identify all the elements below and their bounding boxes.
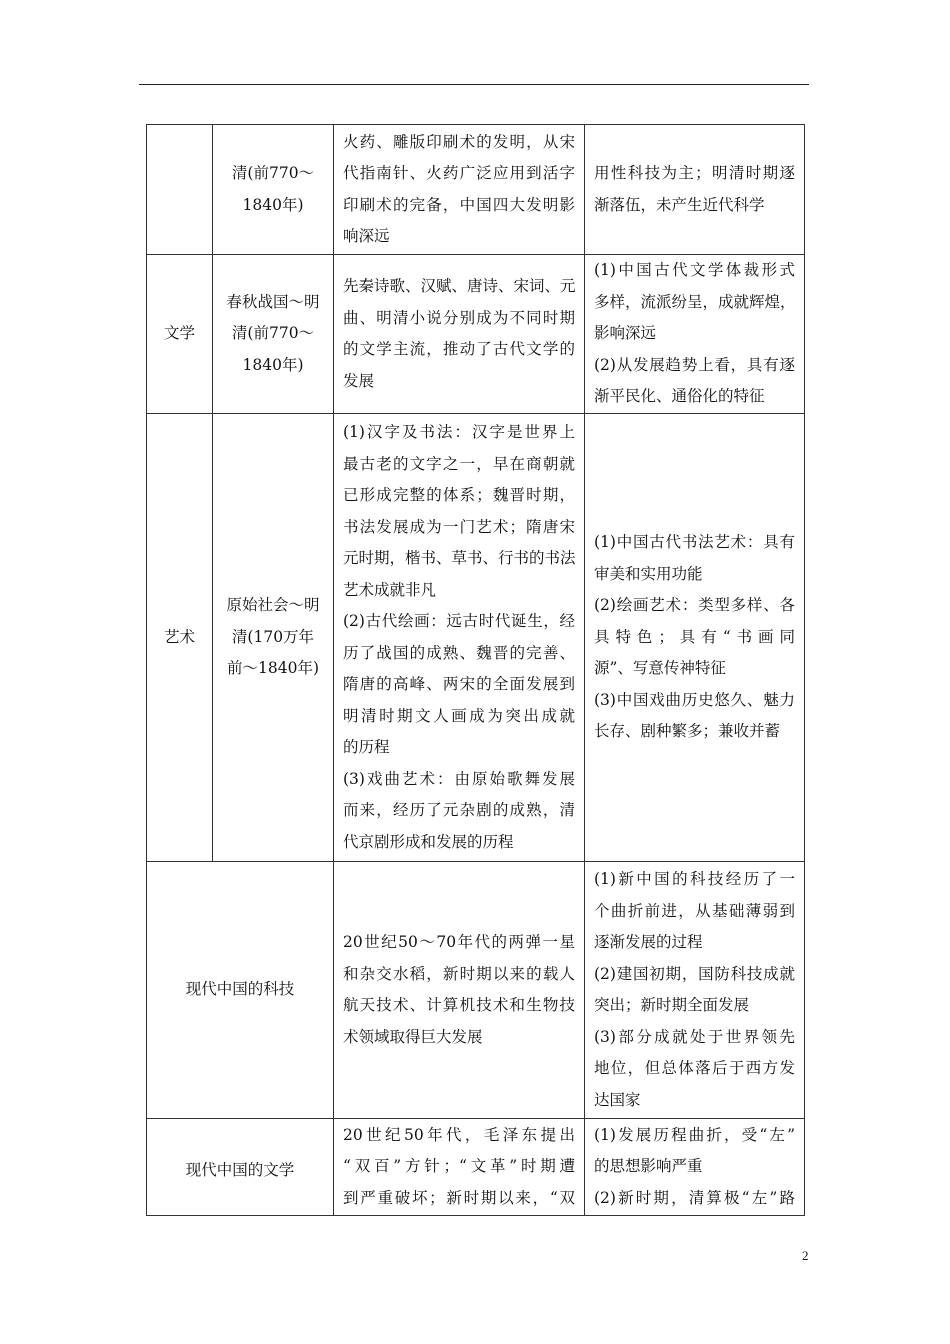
achievements-cell — [334, 862, 585, 1119]
text-line: 原始社会～明 — [226, 596, 320, 615]
table-row — [147, 255, 805, 414]
text-line: 艺术成就非凡 — [343, 580, 437, 599]
text-line: 先秦诗歌、汉赋、唐诗、宋词、元 — [343, 277, 576, 295]
text-line: 书法发展成为一门艺术；隋唐宋 — [343, 517, 575, 536]
text-line: 到严重破坏；新时期以来，“双 — [343, 1188, 575, 1207]
page-number: 2 — [802, 1248, 809, 1263]
category-cell: 现代中国的科技 — [147, 862, 334, 1119]
text-line: “双百”方针；“文革”时期遭 — [343, 1157, 575, 1176]
text-line: 1840年) — [242, 195, 304, 214]
text-line: 源”、写意传神特征 — [594, 659, 726, 678]
features-cell — [585, 125, 805, 255]
text-line: 达国家 — [594, 1090, 641, 1109]
text-line: 影响深远 — [594, 324, 657, 343]
text-line: 长存、剧种繁多；兼收并蓄 — [594, 722, 781, 741]
text-line: 术领域取得巨大发展 — [343, 1027, 483, 1046]
text-line: 20世纪50年代，毛泽东提出 — [343, 1125, 575, 1144]
header-rule — [139, 84, 809, 85]
table-row — [147, 125, 805, 255]
text-line: 清(前770～ — [231, 324, 315, 343]
text-line: (2)新时期，清算极“左”路 — [594, 1188, 795, 1207]
text-line: 审美和实用功能 — [594, 564, 703, 583]
text-line: 印刷术的完备，中国四大发明影 — [343, 195, 575, 214]
text-line: 发展 — [343, 371, 375, 390]
text-line: 和杂交水稻，新时期以来的载人 — [343, 964, 575, 983]
features-cell — [585, 862, 805, 1119]
features-cell — [585, 255, 805, 414]
text-line: 的思想影响严重 — [594, 1157, 703, 1176]
text-line: 历了战国的成熟、魏晋的完善、 — [343, 643, 575, 662]
text-line: 曲、明清小说分别成为不同时期 — [343, 308, 575, 327]
text-line: 渐平民化、通俗化的特征 — [594, 387, 765, 406]
text-line: 的文学主流，推动了古代文学的 — [343, 340, 575, 358]
achievements-cell — [334, 125, 585, 255]
achievements-cell — [334, 255, 585, 414]
text-line: 响深远 — [343, 227, 390, 245]
text-line: 春秋战国～明 — [226, 292, 320, 311]
text-line: 前～1840年) — [227, 659, 319, 678]
text-line: 最古老的文字之一，早在商朝就 — [343, 454, 575, 473]
text-line: 隋唐的高峰、两宋的全面发展到 — [343, 675, 575, 693]
text-line: (3)部分成就处于世界领先 — [594, 1027, 795, 1046]
text-line: (2)建国初期，国防科技成就 — [594, 964, 795, 983]
text-line: 1840年) — [242, 355, 304, 374]
text-line: 代京剧形成和发展的历程 — [343, 832, 514, 851]
text-line: 逐渐发展的过程 — [594, 933, 703, 951]
features-cell — [585, 414, 805, 862]
text-line: 渐落伍，未产生近代科学 — [594, 195, 765, 214]
text-line: 清(170万年 — [231, 627, 315, 646]
text-line: 用性科技为主；明清时期逐 — [594, 164, 795, 182]
table-row — [147, 414, 805, 862]
table-row — [147, 862, 805, 1119]
category-cell: 文学 — [147, 255, 213, 414]
text-line: 20世纪50～70年代的两弹一星 — [343, 933, 575, 951]
text-line: (1)中国古代书法艺术：具有 — [594, 533, 795, 552]
text-line: (1)新中国的科技经历了一 — [594, 870, 795, 888]
text-line: 代指南针、火药广泛应用到活字 — [343, 164, 575, 182]
text-line: (3)戏曲艺术：由原始歌舞发展 — [343, 769, 575, 788]
period-cell — [213, 255, 334, 414]
table-row — [147, 1119, 805, 1216]
category-cell — [147, 125, 213, 255]
category-cell: 艺术 — [147, 414, 213, 862]
text-line: 元时期，楷书、草书、行书的书法 — [343, 549, 576, 567]
text-line: 明清时期文人画成为突出成就 — [343, 706, 575, 725]
text-line: (2)从发展趋势上看，具有逐 — [594, 355, 795, 374]
history-summary-table — [146, 124, 805, 1216]
period-cell — [213, 125, 334, 255]
text-line: 具特色；具有“书画同 — [594, 627, 795, 646]
achievements-cell — [334, 1119, 585, 1216]
category-cell: 现代中国的文学 — [147, 1119, 334, 1216]
text-line: 航天技术、计算机技术和生物技 — [343, 996, 575, 1014]
period-cell — [213, 414, 334, 862]
text-line: 地位，但总体落后于西方发 — [594, 1059, 795, 1077]
text-line: (1)中国古代文学体裁形式 — [594, 261, 795, 280]
text-line: 而来，经历了元杂剧的成熟，清 — [343, 801, 575, 819]
text-line: (1)发展历程曲折，受“左” — [594, 1125, 795, 1144]
text-line: 的历程 — [343, 738, 390, 756]
text-line: 个曲折前进，从基础薄弱到 — [594, 901, 795, 920]
text-line: (3)中国戏曲历史悠久、魅力 — [594, 690, 795, 709]
achievements-cell — [334, 414, 585, 862]
text-line: (1)汉字及书法：汉字是世界上 — [343, 423, 575, 441]
text-line: 突出；新时期全面发展 — [594, 996, 750, 1014]
text-line: (2)绘画艺术：类型多样、各 — [594, 596, 795, 615]
text-line: 多样，流派纷呈，成就辉煌， — [594, 292, 796, 311]
text-line: 已形成完整的体系；魏晋时期， — [343, 486, 575, 504]
text-line: 火药、雕版印刷术的发明，从宋 — [343, 132, 575, 151]
text-line: (2)古代绘画：远古时代诞生，经 — [343, 612, 575, 630]
text-line: 清(前770～ — [231, 164, 315, 182]
features-cell — [585, 1119, 805, 1216]
